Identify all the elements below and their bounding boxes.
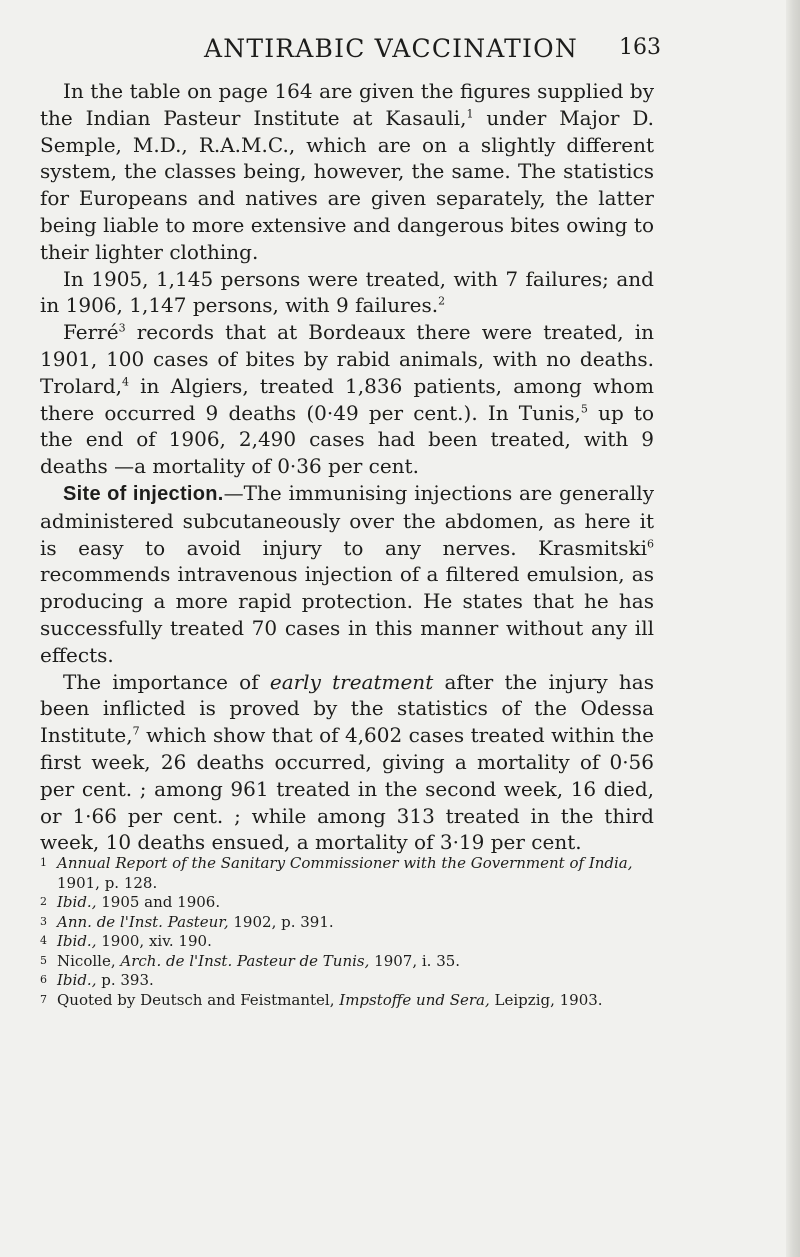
- footnote: 4 Ibid., 1900, xiv. 190.: [40, 932, 212, 950]
- footnote: 6 Ibid., p. 393.: [40, 971, 154, 989]
- footnote-ref-6: 6: [647, 536, 654, 550]
- emphasis-early-treatment: early treatment: [269, 669, 434, 694]
- footnote: 1 Annual Report of the Sanitary Commissioner with the Government of India, 1901, p. 128.: [40, 854, 633, 892]
- body-text: [40, 78, 654, 856]
- page-number: 163: [619, 35, 661, 60]
- footnote: 5 Nicolle, Arch. de l'Inst. Pasteur de Tunis, 1907, i. 35.: [40, 951, 461, 970]
- paragraph-bordeaux-algiers-tunis: Ferré$^3$ records that at Bordeaux there were treated, in 1901, 100 cases of bites by rabid animals, with no deaths. Trolard,$^4$ in Algiers, treated 1,836 patients, among whom there occurred 9 deaths (0·49 per cent.). In Tunis,$^5$ up to the end of 1906, 2,490 cases had been treated, with 9 deaths —a mortality of 0·36 per cent.: [40, 320, 654, 479]
- paragraph-site-of-injection: Site of injection.—The immunising injections are generally administered subcutaneously over the abdomen, as here it is easy to avoid injury to any nerves. Krasmitski$^6$ recommends intravenous injection of a filtered emulsion, as producing a more rapid protection. He states that he has successfully treated 70 cases in this manner without any ill effects.: [40, 480, 654, 667]
- paragraph-early-treatment: The importance of early treatment after the injury has been inflicted is proved by the statistics of the Odessa Institute,$^7$ which show that of 4,602 cases treated within the first week, 26 deaths occurred, giving a mortality of 0·56 per cent. ; among 961 treated in the second week, 16 died, or 1·66 per cent. ; while among 313 treated in the third week, 10 deaths ensued, a mortality of 3·19 per cent.: [40, 669, 654, 855]
- footnote-ref-2: 2: [438, 294, 446, 308]
- paragraph-1905-1906: In 1905, 1,145 persons were treated, with 7 failures; and in 1906, 1,147 persons, with 9 failures.$^2$: [40, 266, 654, 318]
- footnote: 3 Ann. de l'Inst. Pasteur, 1902, p. 391.: [40, 912, 334, 931]
- page-edge: [786, 0, 800, 1257]
- page-header: [0, 34, 800, 70]
- section-heading-site-of-injection: Site of injection.: [63, 482, 224, 505]
- footnotes: [40, 854, 654, 1010]
- footnote-ref-5: 5: [580, 401, 588, 415]
- footnote: 7 Quoted by Deutsch and Feistmantel, Impstoffe und Sera, Leipzig, 1903.: [40, 990, 603, 1009]
- footnote-ref-3: 3: [118, 321, 126, 335]
- footnote-ref-4: 4: [121, 375, 129, 389]
- running-title: ANTIRABIC VACCINATION: [204, 34, 578, 63]
- footnote-ref-7: 7: [132, 724, 140, 738]
- footnote: 2 Ibid., 1905 and 1906.: [40, 893, 221, 911]
- paragraph-kasauli: In the table on page 164 are given the figures supplied by the Indian Pasteur Institute at Kasauli,$^1$ under Major D. Semple, M.D., R.A.M.C., which are on a slightly different system, the classes being, however, the same. The statistics for Europeans and natives are given separately, the latter being liable to more extensive and dangerous bites owing to their lighter clothing.: [40, 79, 654, 264]
- footnote-ref-1: 1: [466, 107, 474, 121]
